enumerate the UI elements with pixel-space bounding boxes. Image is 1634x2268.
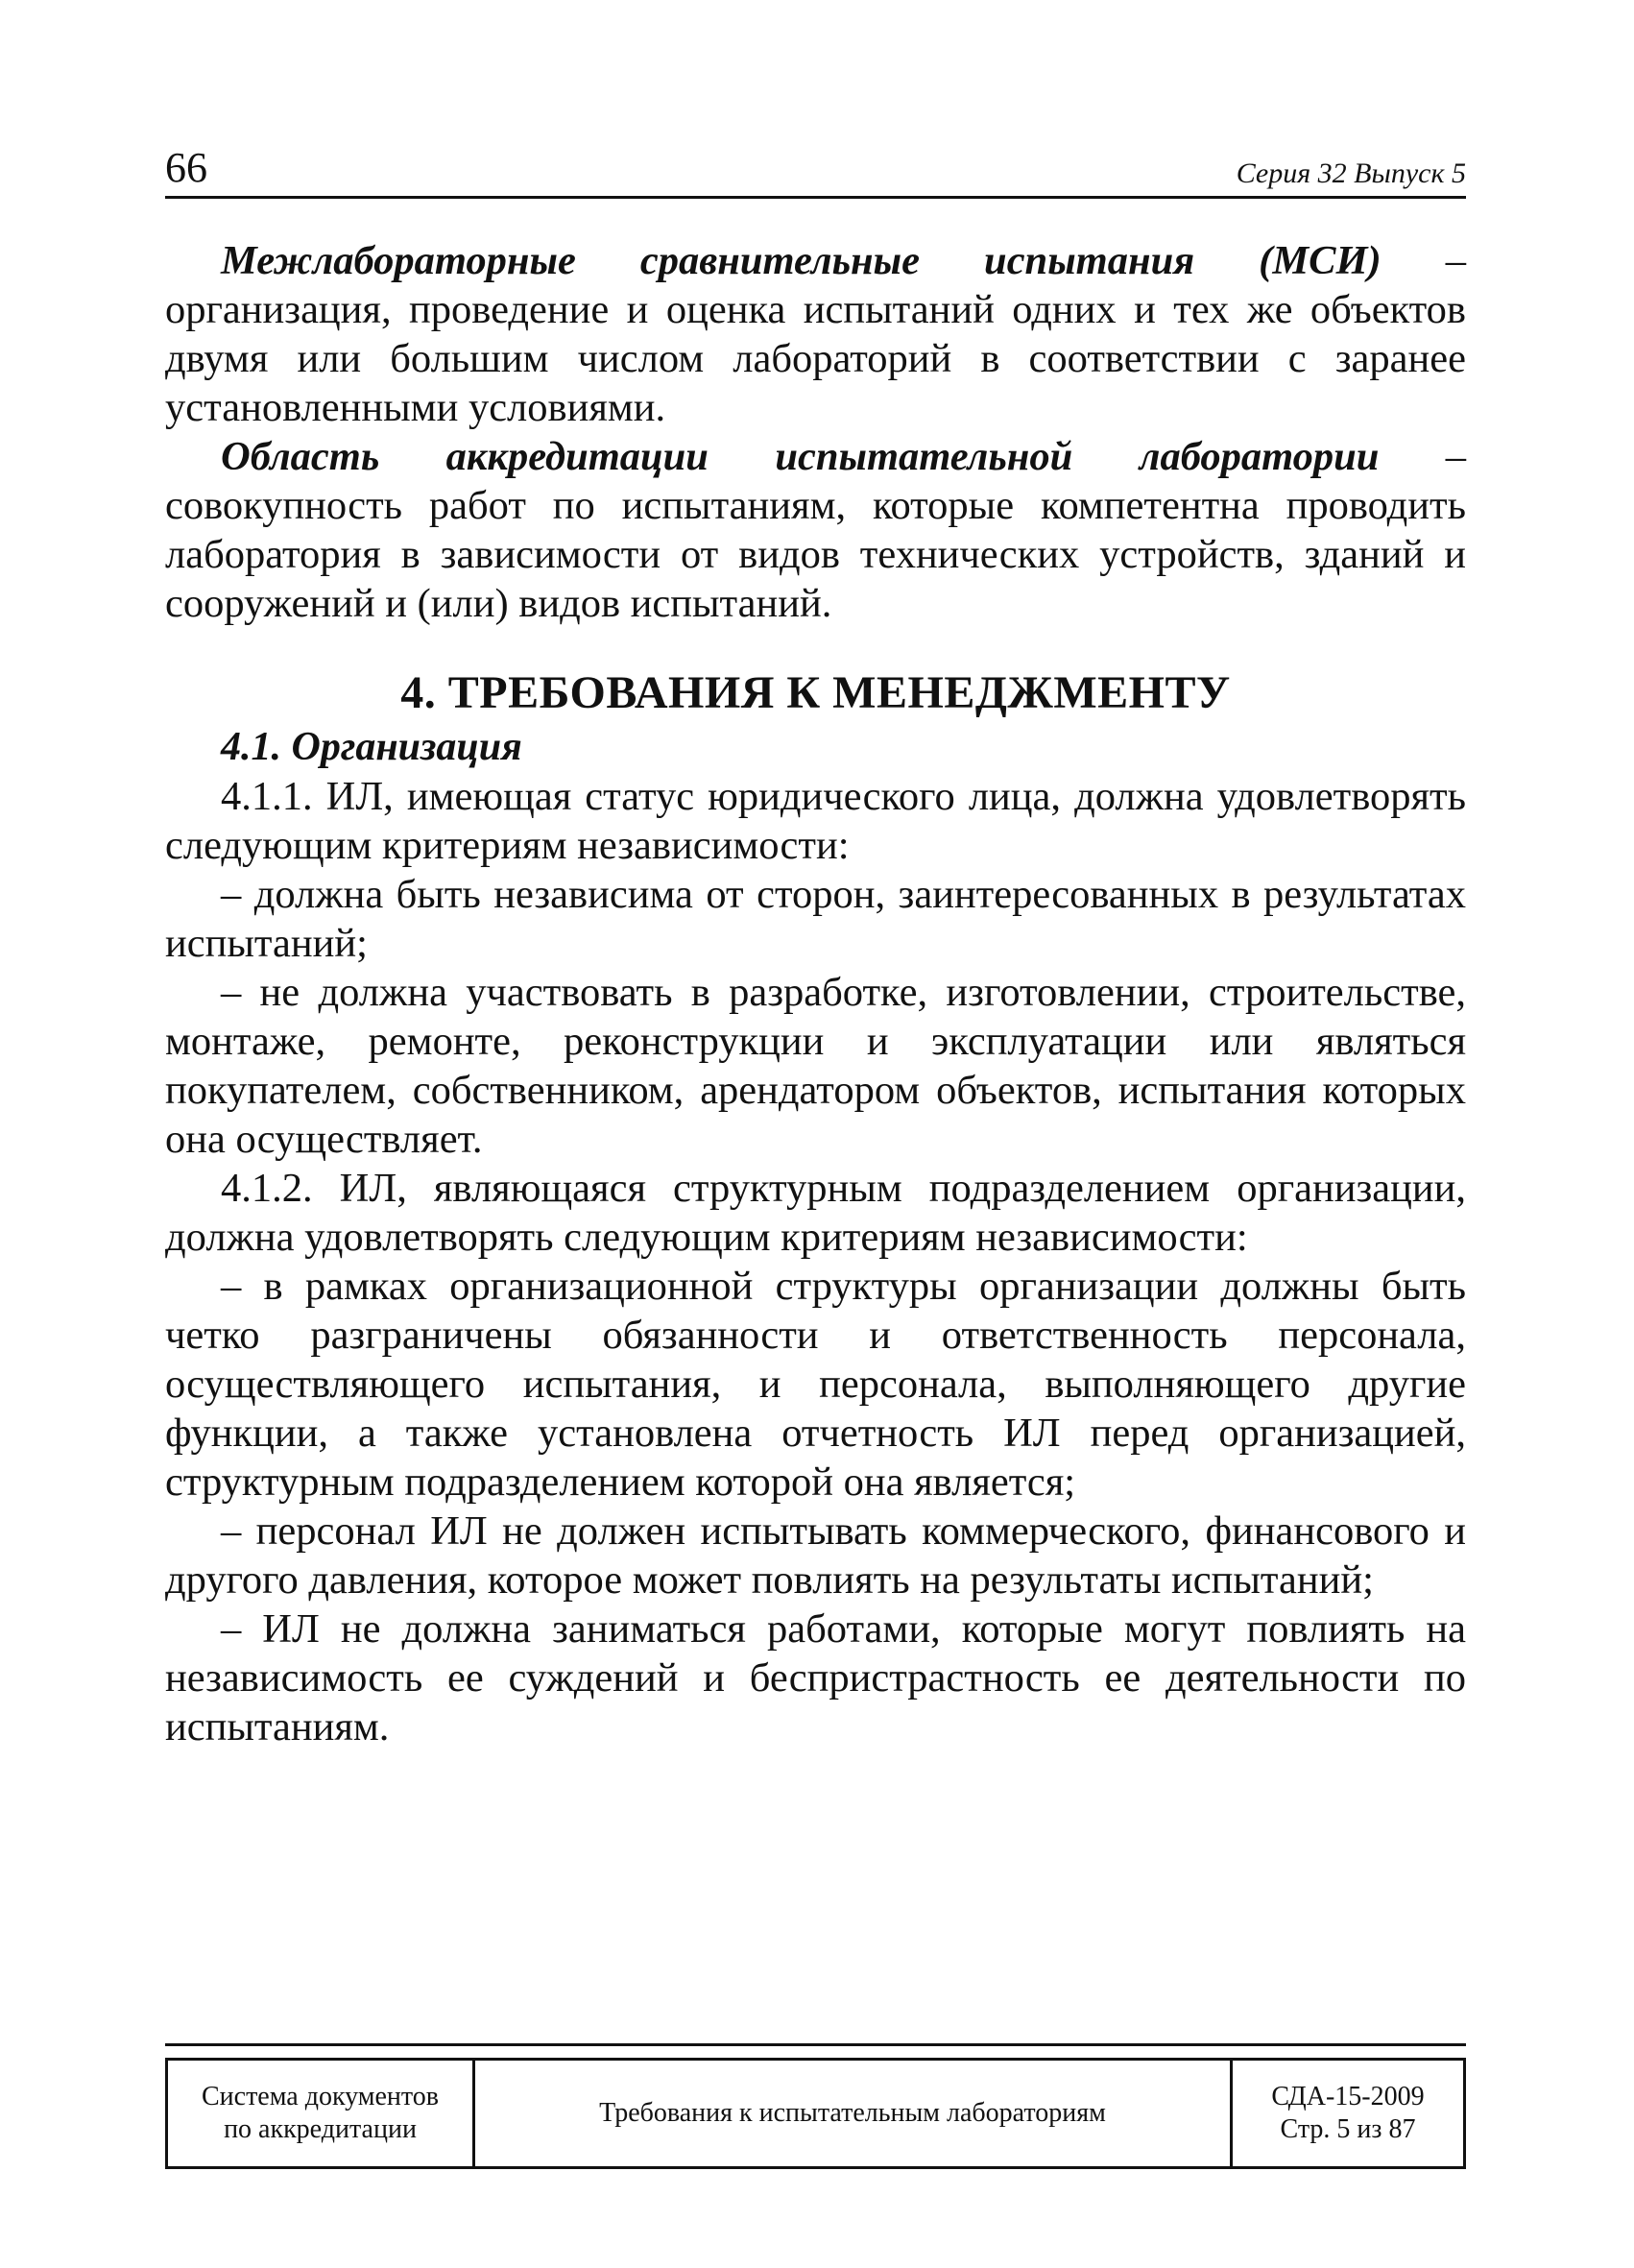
series-label: Серия 32 Выпуск 5 <box>1236 157 1466 189</box>
definition-paragraph <box>165 236 1466 432</box>
footer-system-cell <box>168 2061 475 2166</box>
clause-paragraph: 4.1.2. ИЛ, являющаяся структурным подразделением организации, должна удовлетворять следующим критериям независимости: <box>165 1166 1466 1260</box>
footer-code-cell <box>1233 2061 1463 2166</box>
footer-document-code: СДА-15-2009 <box>1271 2082 1425 2111</box>
definition-paragraph <box>165 432 1466 628</box>
definition-text: – организация, проведение и оценка испытаний одних и тех же объектов двумя или большим числом лабораторий в соответствии с заранее установленными условиями. <box>165 238 1466 430</box>
footer-page-info: Стр. 5 из 87 <box>1280 2114 1416 2144</box>
page-number: 66 <box>165 144 207 191</box>
defined-term: Область аккредитации испытательной лаборатории <box>221 434 1380 479</box>
page-header <box>165 142 1466 199</box>
footer-table <box>165 2058 1466 2169</box>
section-heading: 4. ТРЕБОВАНИЯ К МЕНЕДЖМЕНТУ <box>400 667 1231 718</box>
list-item: – в рамках организационной структуры организации должны быть четко разграничены обязанности и ответственность персонала, осуществляющего испытания, и персонала, выполняющего другие функции, а также установлена отчетность ИЛ перед организацией, структурным подразделением которой она является; <box>165 1264 1466 1505</box>
footer-title: Требования к испытательным лабораториям <box>599 2098 1106 2128</box>
list-item: – должна быть независима от сторон, заинтересованных в результатах испытаний; <box>165 872 1466 966</box>
footer-system-line1: Система документов <box>201 2082 439 2111</box>
clause-paragraph: 4.1.1. ИЛ, имеющая статус юридического лица, должна удовлетворять следующим критериям независимости: <box>165 774 1466 868</box>
list-item: – не должна участвовать в разработке, изготовлении, строительстве, монтаже, ремонте, реконструкции и эксплуатации или являться покупателем, собственником, арендатором объектов, испытания которых она осуществляет. <box>165 970 1466 1162</box>
footer-system-line2: по аккредитации <box>224 2114 417 2144</box>
defined-term: Межлабораторные сравнительные испытания (МСИ) <box>221 238 1382 283</box>
list-item: – ИЛ не должна заниматься работами, которые могут повлиять на независимость ее суждений и беспристрастность ее деятельности по испытаниям. <box>165 1606 1466 1749</box>
definition-text: – совокупность работ по испытаниям, которые компетентна проводить лаборатория в зависимости от видов технических устройств, зданий и сооружений и (или) видов испытаний. <box>165 434 1466 626</box>
list-item: – персонал ИЛ не должен испытывать коммерческого, финансового и другого давления, которое может повлиять на результаты испытаний; <box>165 1508 1466 1603</box>
body-text <box>165 236 1466 1751</box>
subsection-heading: 4.1. Организация <box>221 725 522 769</box>
footer-title-cell <box>475 2061 1233 2166</box>
footer-divider <box>165 2043 1466 2046</box>
